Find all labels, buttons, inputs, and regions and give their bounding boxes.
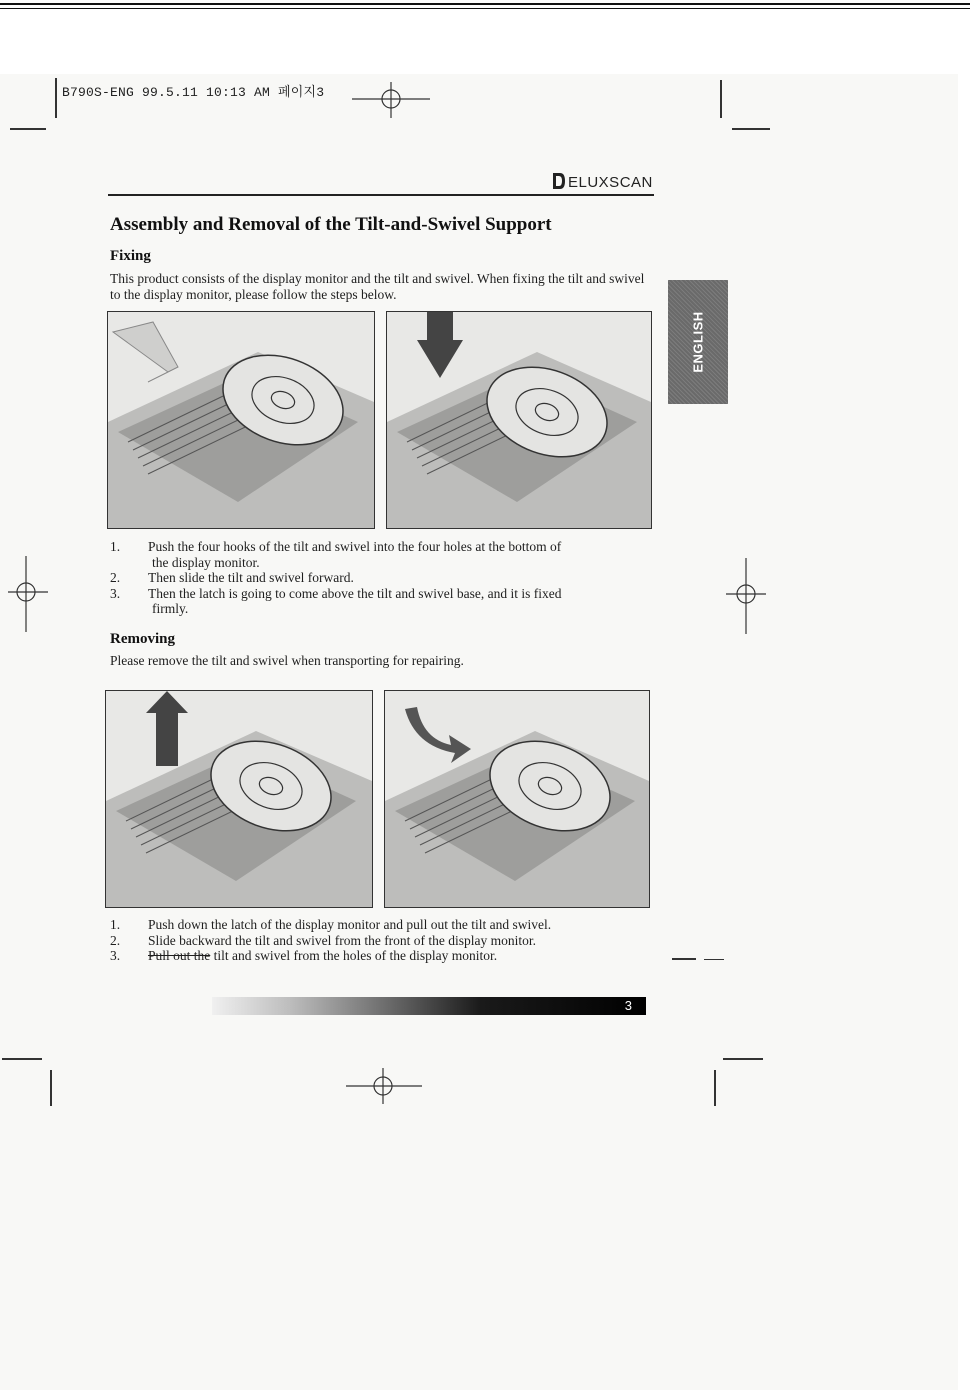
registration-mark-icon — [724, 556, 768, 636]
struck-text: Pull out the — [148, 948, 211, 963]
fixing-figure-1 — [107, 311, 375, 529]
removing-figure-1 — [105, 690, 373, 908]
list-item: 2. Then slide the tilt and swivel forward. — [110, 570, 354, 585]
header-rule — [108, 194, 654, 196]
print-slug: B790S-ENG 99.5.11 10:13 AM 페이지3 — [62, 85, 325, 100]
removing-steps — [108, 917, 648, 964]
list-item: 3. Pull out the tilt and swivel from the holes of the display monitor. — [110, 948, 498, 963]
brand-name: ELUXSCAN — [568, 174, 653, 191]
fixing-figure-2 — [386, 311, 652, 529]
monitor-base-illustration — [385, 691, 649, 907]
deluxscan-d-icon — [552, 172, 566, 190]
registration-mark-icon — [6, 554, 50, 634]
language-tab — [668, 280, 728, 404]
top-rule-thin — [0, 8, 970, 9]
crop-mark — [50, 1070, 52, 1106]
removing-heading: Removing — [110, 631, 175, 647]
list-item: 1. Push the four hooks of the tilt and swivel into the four holes at the bottom of the display monitor. — [110, 539, 562, 570]
removing-figure-2 — [384, 690, 650, 908]
crop-mark — [2, 1058, 42, 1060]
crop-mark — [720, 80, 722, 118]
page-number: 3 — [624, 998, 632, 1013]
crop-mark — [55, 78, 57, 118]
fixing-steps — [108, 539, 648, 617]
crop-mark — [10, 128, 46, 130]
monitor-base-illustration — [387, 312, 651, 528]
monitor-base-illustration — [106, 691, 372, 907]
crop-mark — [723, 1058, 763, 1060]
margin-mark — [672, 958, 696, 960]
brand-logo — [552, 172, 653, 191]
crop-mark — [732, 128, 770, 130]
list-item: 2. Slide backward the tilt and swivel from the front of the display monitor. — [110, 932, 537, 948]
registration-mark-icon — [344, 1066, 424, 1106]
page-title: Assembly and Removal of the Tilt-and-Swivel Support — [110, 214, 552, 235]
page-number-bar — [212, 997, 646, 1015]
fixing-intro: This product consists of the display monitor and the tilt and swivel. When fixing the tilt and swivel to the display monitor, please follow the steps below. — [110, 271, 645, 302]
crop-mark — [714, 1070, 716, 1106]
list-item: 3. Then the latch is going to come above the tilt and swivel base, and it is fixed firmly. — [110, 585, 562, 616]
fixing-heading: Fixing — [110, 248, 151, 264]
registration-mark-icon — [352, 80, 432, 120]
list-item: 1. Push down the latch of the display monitor and pull out the tilt and swivel. — [110, 917, 552, 932]
removing-intro: Please remove the tilt and swivel when transporting for repairing. — [110, 653, 464, 668]
monitor-base-illustration — [108, 312, 374, 528]
language-tab-label: ENGLISH — [690, 311, 706, 373]
top-rule — [0, 3, 970, 5]
margin-mark — [704, 959, 724, 960]
